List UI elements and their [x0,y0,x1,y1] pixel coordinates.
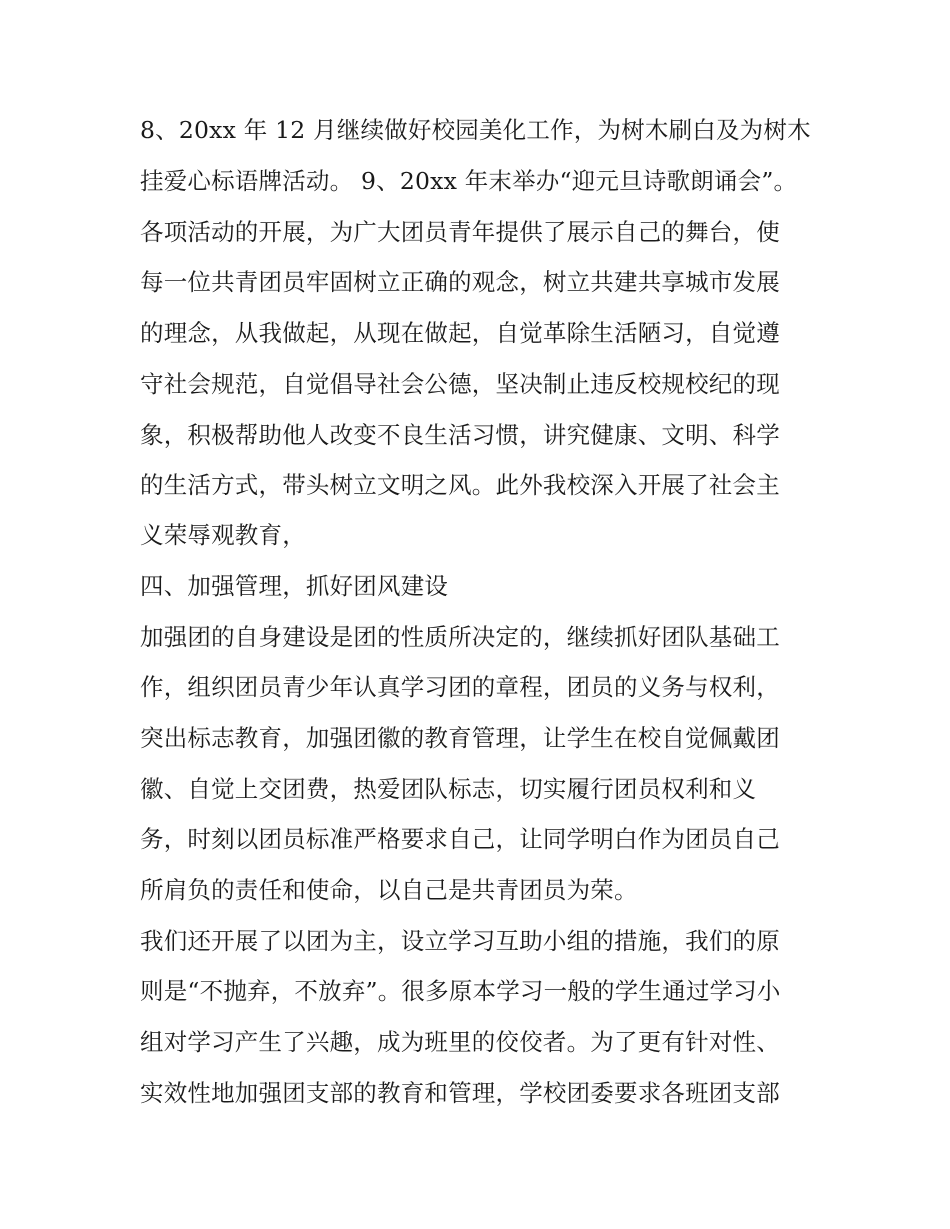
text-line: 实效性地加强团支部的教育和管理，学校团委要求各班团支部 [140,1079,780,1107]
text-line: 的理念，从我做起，从现在做起，自觉革除生活陋习，自觉遵 [140,319,780,347]
text-line: 突出标志教育，加强团徽的教育管理，让学生在校自觉佩戴团 [140,724,780,752]
text-line: 守社会规范，自觉倡导社会公德，坚决制止违反校规校纪的现 [140,370,780,398]
text-line: 徽、自觉上交团费，热爱团队标志，切实履行团员权利和义 [140,775,757,803]
text-line: 则是“不抛弃，不放弃”。很多原本学习一般的学生通过学习小 [140,977,781,1005]
text-line: 加强团的自身建设是团的性质所决定的，继续抓好团队基础工 [140,623,780,651]
text-line: 各项活动的开展，为广大团员青年提供了展示自己的舞台，使 [140,218,780,246]
text-line: 8、20xx 年 12 月继续做好校园美化工作，为树木刷白及为树木 [140,116,811,144]
text-line: 组对学习产生了兴趣，成为班里的佼佼者。为了更有针对性、 [140,1028,780,1056]
text-line: 作，组织团员青少年认真学习团的章程，团员的义务与权利， [140,673,780,701]
text-line: 义荣辱观教育， [140,521,306,549]
text-line: 象，积极帮助他人改变不良生活习惯，讲究健康、文明、科学 [140,421,780,449]
text-line: 挂爱心标语牌活动。 9、20xx 年末举办“迎元旦诗歌朗诵会”。 [140,167,798,195]
section-heading: 四、加强管理，抓好团风建设 [140,572,449,600]
text-line: 务，时刻以团员标准严格要求自己，让同学明白作为团员自己 [140,825,780,853]
text-line: 的生活方式，带头树立文明之风。此外我校深入开展了社会主 [140,471,780,499]
text-line: 所肩负的责任和使命，以自己是共青团员为荣。 [140,876,638,904]
text-line: 每一位共青团员牢固树立正确的观念，树立共建共享城市发展 [140,268,780,296]
text-line: 我们还开展了以团为主，设立学习互助小组的措施，我们的原 [140,927,780,955]
